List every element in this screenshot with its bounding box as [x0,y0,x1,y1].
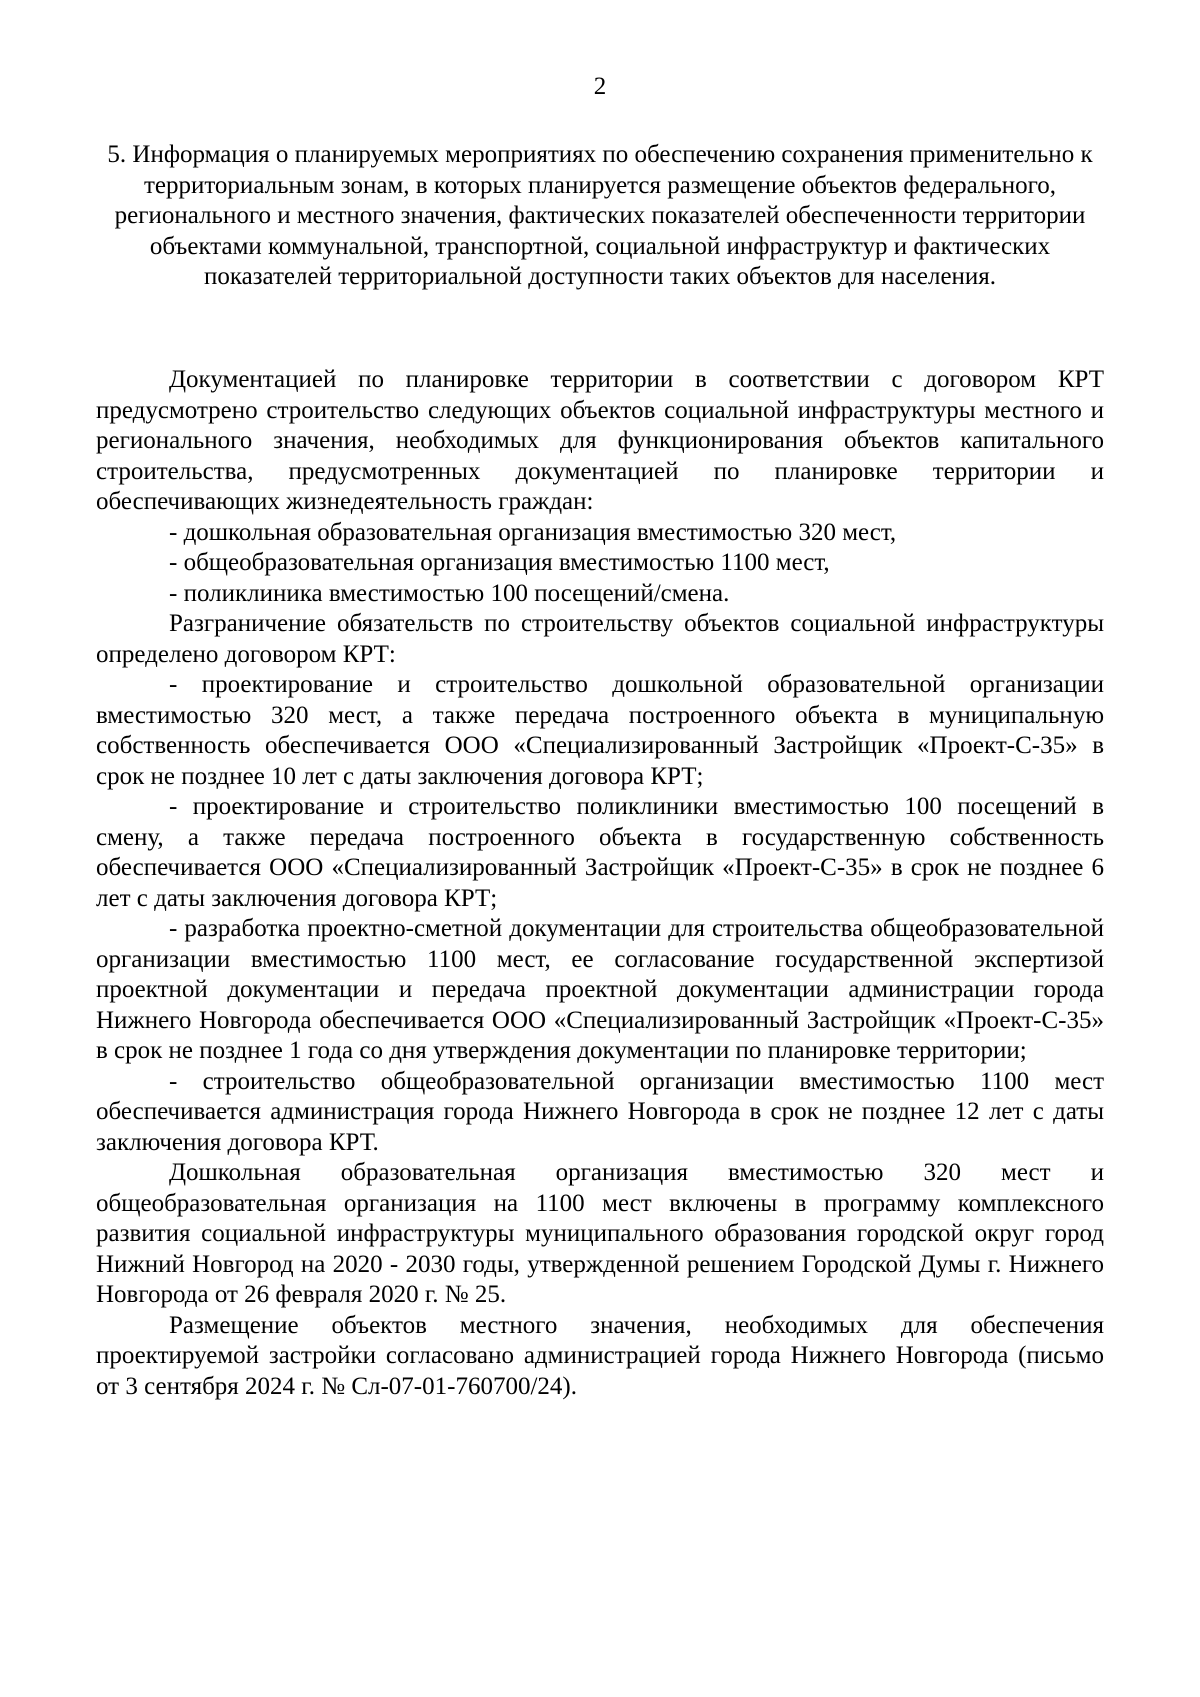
paragraph-obligations: Разграничение обязательств по строительству объектов социальной инфраструктуры определено договором КРТ: [96,610,1104,668]
page-number: 2 [593,73,607,100]
list-item-school: - общеобразовательная организация вместимостью 1100 мест, [169,549,830,576]
document-body [96,365,1104,1402]
paragraph-intro: Документацией по планировке территории в соответствии с договором КРТ предусмотрено строительство следующих объектов социальной инфраструктуры местного и регионального значения, необходимых для функционирования объектов капитального строительства, предусмотренных документацией по планировке территории и обеспечивающих жизнедеятельность граждан: [96,366,1104,515]
paragraph-program: Дошкольная образовательная организация вместимостью 320 мест и общеобразовательная организация на 1100 мест включены в программу комплексного развития социальной инфраструктуры муниципального образования городской округ город Нижний Новгород на 2020 - 2030 годы, утвержденной решением Городской Думы г. Нижнего Новгорода от 26 февраля 2020 г. № 25. [96,1159,1104,1308]
list-item-kindergarten: - дошкольная образовательная организация вместимостью 320 мест, [169,518,897,546]
obligation-clinic: - проектирование и строительство поликлиники вместимостью 100 посещений в смену, а также передача построенного объекта в государственную собственность обеспечивается ООО «Специализированный Застройщик «Проект-С-35» в срок не позднее 6 лет с даты заключения договора КРТ; [96,793,1104,912]
section-heading: 5. Информация о планируемых мероприятиях по обеспечению сохранения применительно к территориальным зонам, в которых планируется размещение объектов федерального, регионального и местного значения, фактических показателей обеспеченности территории объектами коммунальной, транспортной, социальной инфраструктур и фактических показателей территориальной доступности таких объектов для населения. [107,141,1093,290]
obligation-school-construction: - строительство общеобразовательной организации вместимостью 1100 мест обеспечивается администрация города Нижнего Новгорода в срок не позднее 12 лет с даты заключения договора КРТ. [96,1067,1104,1156]
obligation-school-design: - разработка проектно-сметной документации для строительства общеобразовательной организации вместимостью 1100 мест, ее согласование государственной экспертизой проектной документации и передача проектной документации администрации города Нижнего Новгорода обеспечивается ООО «Специализированный Застройщик «Проект-С-35» в срок не позднее 1 года со дня утверждения документации по планировке территории; [96,915,1104,1064]
paragraph-approval: Размещение объектов местного значения, необходимых для обеспечения проектируемой застройки согласовано администрацией города Нижнего Новгорода (письмо от 3 сентября 2024 г. № Сл-07-01-760700/24). [96,1311,1104,1400]
obligation-kindergarten: - проектирование и строительство дошкольной образовательной организации вместимостью 320 мест, а также передача построенного объекта в муниципальную собственность обеспечивается ООО «Специализированный Застройщик «Проект-С-35» в срок не позднее 10 лет с даты заключения договора КРТ; [96,671,1104,790]
list-item-clinic: - поликлиника вместимостью 100 посещений/смена. [169,579,730,607]
